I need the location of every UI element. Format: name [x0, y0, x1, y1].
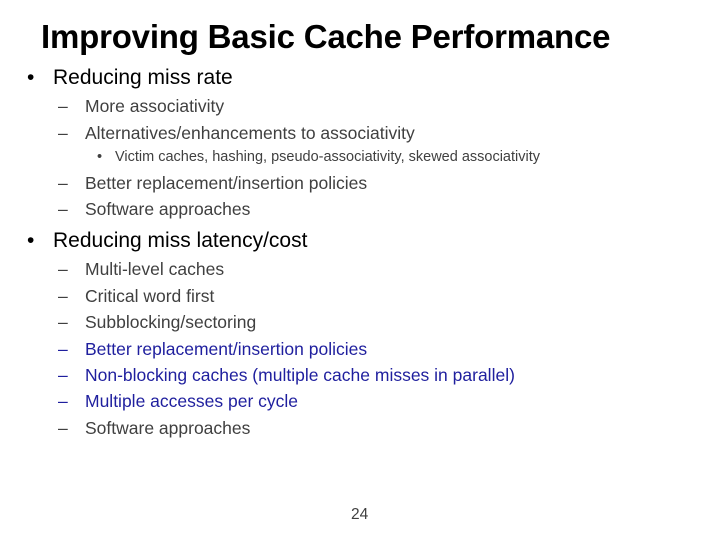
- bullet-marker: •: [27, 229, 35, 252]
- bullet-marker: •: [97, 149, 103, 165]
- dash-marker: –: [58, 391, 68, 411]
- dash-marker: –: [58, 339, 68, 359]
- sub-bullet-better-replacement: [58, 173, 367, 194]
- sub-bullet-text: Alternatives/enhancements to associativity: [85, 123, 415, 143]
- sub-bullet-text: Critical word first: [85, 286, 215, 306]
- bullet-reducing-miss-latency: [27, 229, 307, 253]
- sub-bullet-non-blocking-caches: [58, 365, 515, 386]
- bullet-text: Reducing miss latency/cost: [53, 229, 308, 252]
- dash-marker: –: [58, 173, 68, 193]
- page-number: 24: [351, 506, 369, 523]
- sub-bullet-text: Software approaches: [85, 418, 251, 438]
- sub-bullet-text: Better replacement/insertion policies: [85, 339, 368, 359]
- bullet-text: Reducing miss rate: [53, 66, 233, 89]
- sub-bullet-multiple-accesses: [58, 391, 298, 412]
- dash-marker: –: [58, 259, 68, 279]
- sub-bullet-text: Multiple accesses per cycle: [85, 391, 298, 411]
- sub-bullet-text: Subblocking/sectoring: [85, 312, 257, 332]
- sub-bullet-alternatives: [58, 123, 415, 144]
- dash-marker: –: [58, 312, 68, 332]
- dash-marker: –: [58, 365, 68, 385]
- bullet-marker: •: [27, 66, 35, 89]
- dash-marker: –: [58, 199, 68, 219]
- sub-bullet-text: Non-blocking caches (multiple cache misses in parallel): [85, 365, 515, 385]
- sub-bullet-text: Software approaches: [85, 199, 251, 219]
- sub-bullet-better-replacement-highlight: [58, 339, 367, 360]
- sub-bullet-text: More associativity: [85, 96, 225, 116]
- sub-bullet-text: Better replacement/insertion policies: [85, 173, 368, 193]
- sub-sub-bullet-text: Victim caches, hashing, pseudo-associativity, skewed associativity: [115, 149, 540, 165]
- sub-bullet-critical-word-first: [58, 286, 214, 307]
- sub-bullet-text: Multi-level caches: [85, 259, 225, 279]
- sub-sub-bullet-victim-caches: [97, 149, 540, 165]
- sub-bullet-subblocking: [58, 312, 256, 333]
- sub-bullet-multi-level-caches: [58, 259, 224, 280]
- slide-title: Improving Basic Cache Performance: [41, 18, 611, 55]
- sub-bullet-software-approaches: [58, 199, 250, 220]
- sub-bullet-software-approaches-2: [58, 418, 250, 439]
- dash-marker: –: [58, 286, 68, 306]
- dash-marker: –: [58, 123, 68, 143]
- dash-marker: –: [58, 418, 68, 438]
- bullet-reducing-miss-rate: [27, 66, 233, 90]
- sub-bullet-more-associativity: [58, 96, 224, 117]
- dash-marker: –: [58, 96, 68, 116]
